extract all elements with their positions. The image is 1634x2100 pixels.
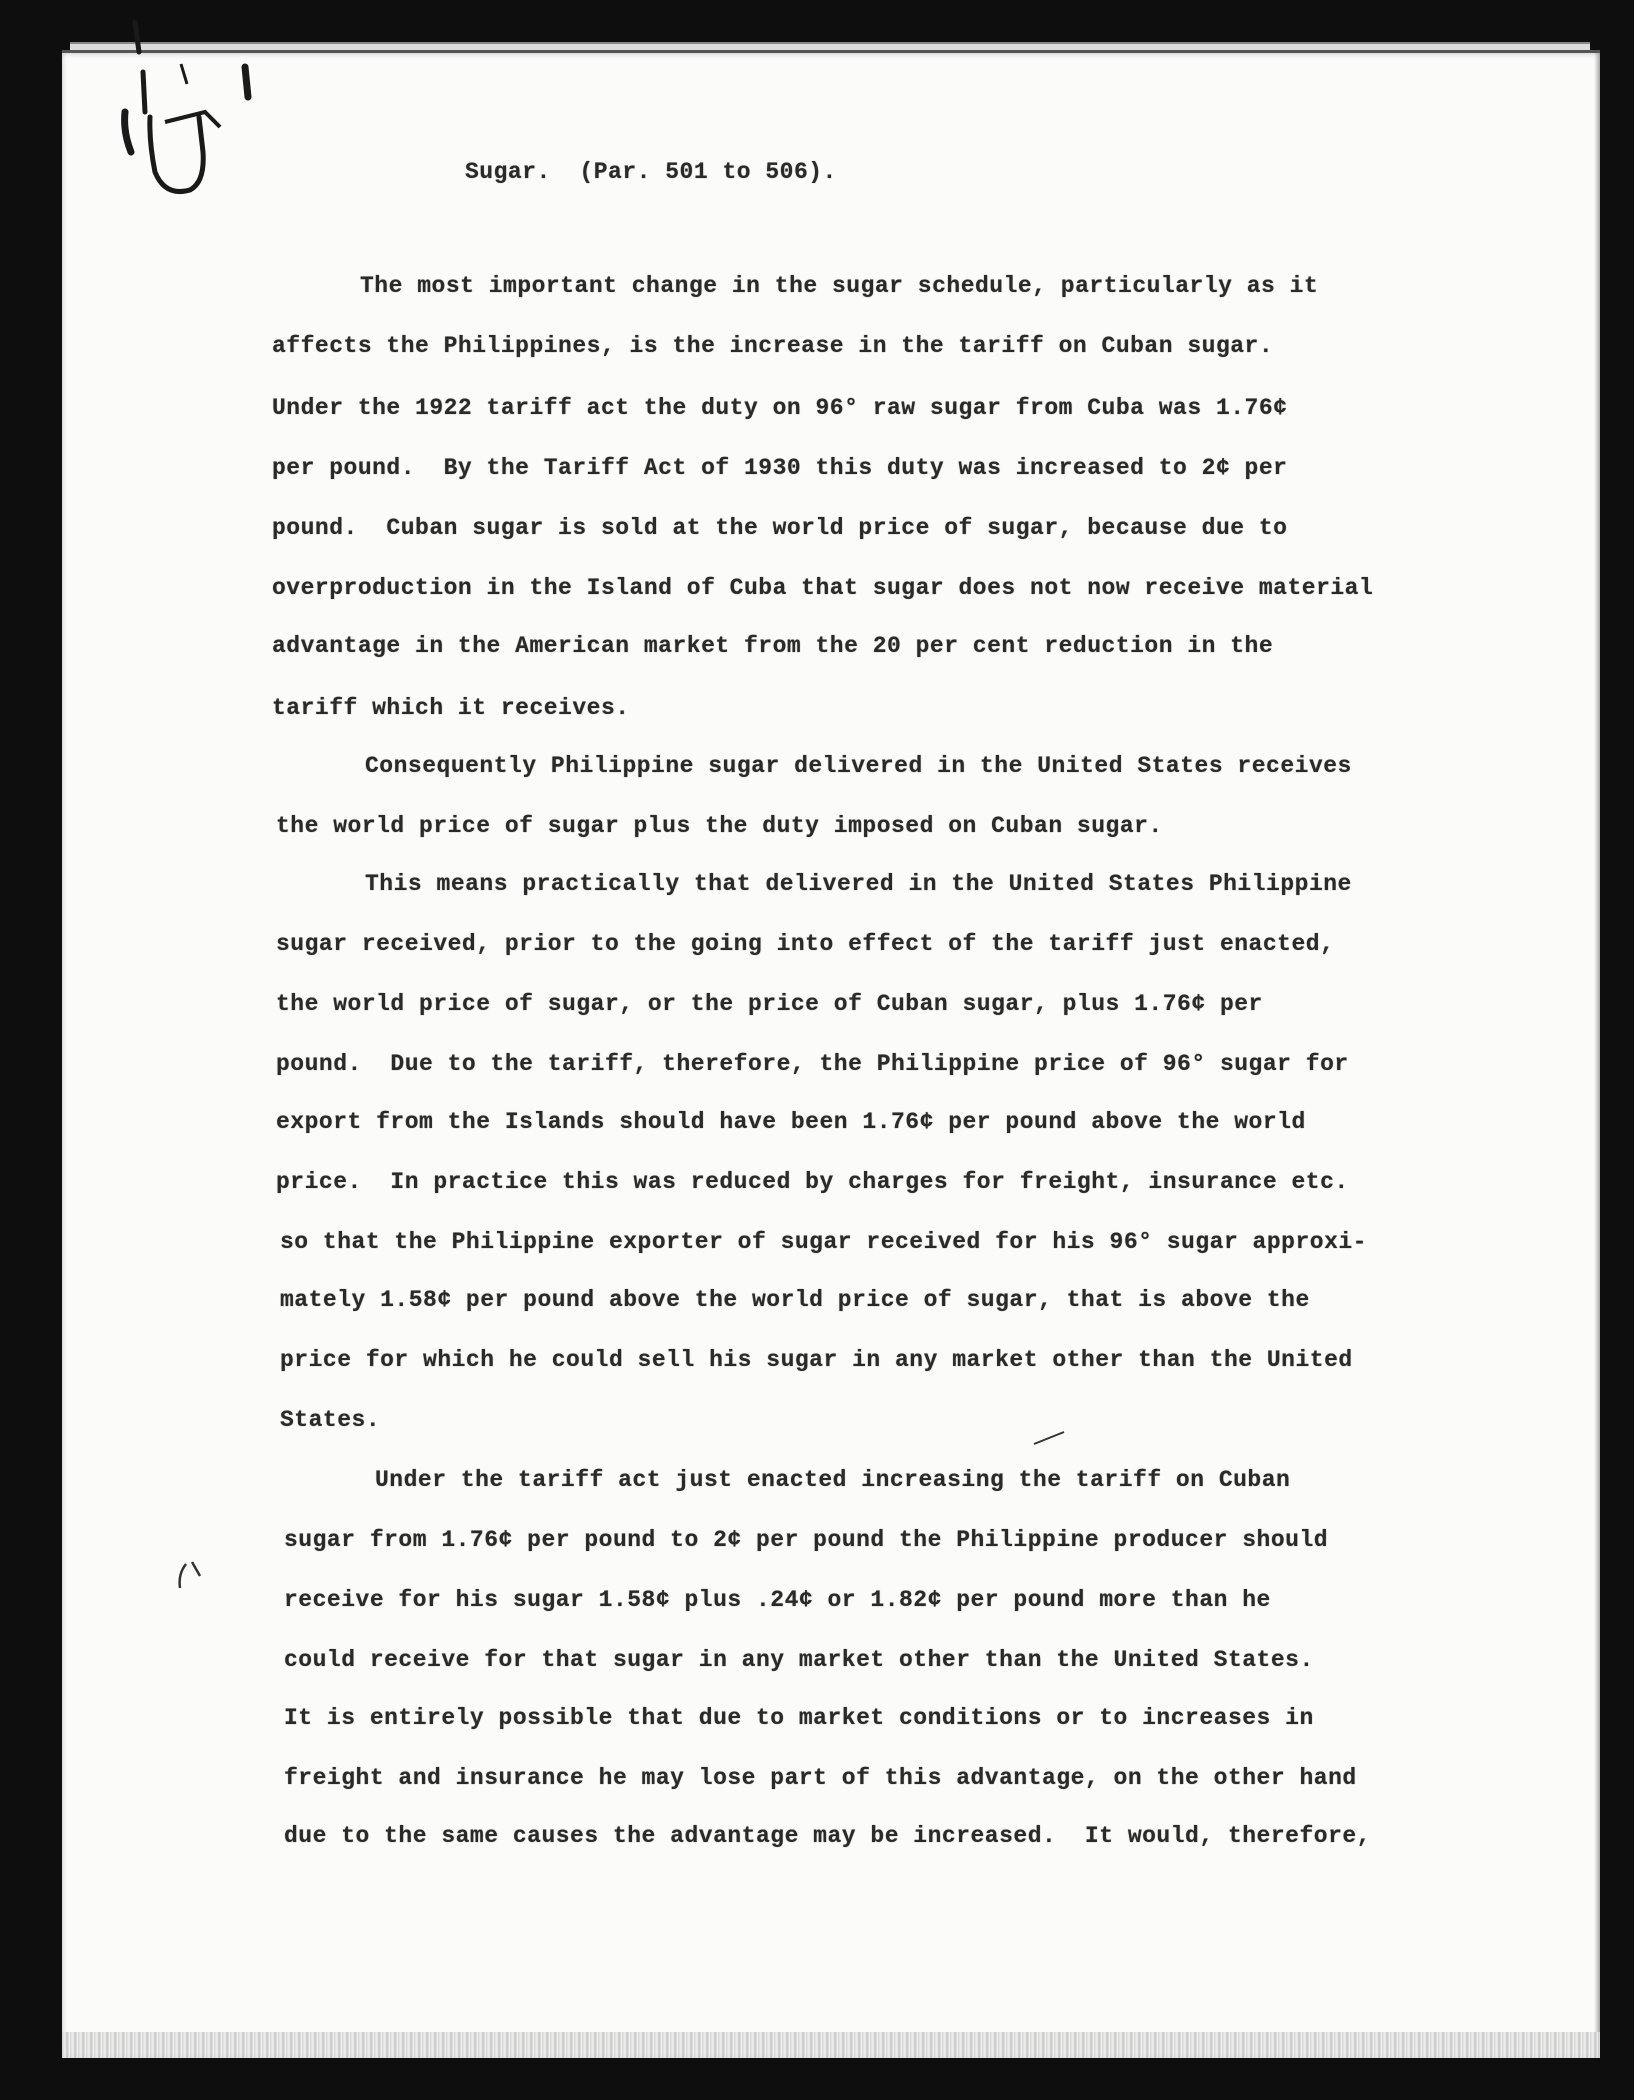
paragraph-1-line-4: per pound. By the Tariff Act of 1930 this duty was increased to 2¢ per xyxy=(272,455,1288,481)
paragraph-3-line-10: States. xyxy=(280,1407,381,1433)
paragraph-3-line-7: so that the Philippine exporter of sugar received for his 96° sugar approxi- xyxy=(280,1229,1367,1255)
paragraph-2-line-1: Consequently Philippine sugar delivered in the United States receives xyxy=(365,753,1352,779)
paragraph-4-line-5: It is entirely possible that due to market conditions or to increases in xyxy=(284,1705,1314,1731)
paragraph-3-line-1: This means practically that delivered in the United States Philippine xyxy=(365,871,1352,897)
pen-stroke-icon xyxy=(1030,1428,1070,1448)
paragraph-4-line-2: sugar from 1.76¢ per pound to 2¢ per pound the Philippine producer should xyxy=(284,1527,1329,1553)
paragraph-1-line-1: The most important change in the sugar schedule, particularly as it xyxy=(360,273,1319,299)
paragraph-4-line-3: receive for his sugar 1.58¢ plus .24¢ or 1.82¢ per pound more than he xyxy=(284,1587,1271,1613)
paragraph-1-line-7: advantage in the American market from the 20 per cent reduction in the xyxy=(272,633,1274,659)
paragraph-3-line-5: export from the Islands should have been 1.76¢ per pound above the world xyxy=(276,1109,1306,1135)
pen-mark-icon xyxy=(172,1556,212,1596)
paragraph-3-line-8: mately 1.58¢ per pound above the world price of sugar, that is above the xyxy=(280,1287,1310,1313)
paragraph-3-line-3: the world price of sugar, or the price of Cuban sugar, plus 1.76¢ per xyxy=(276,991,1263,1017)
paragraph-1-line-2: affects the Philippines, is the increase in the tariff on Cuban sugar. xyxy=(272,333,1274,359)
paragraph-2-line-2: the world price of sugar plus the duty imposed on Cuban sugar. xyxy=(276,813,1163,839)
staple-marks-icon xyxy=(95,12,255,212)
page-title: Sugar. (Par. 501 to 506). xyxy=(465,159,837,185)
paragraph-3-line-6: price. In practice this was reduced by charges for freight, insurance etc. xyxy=(276,1169,1349,1195)
paper-torn-edge xyxy=(62,2032,1600,2058)
paragraph-3-line-4: pound. Due to the tariff, therefore, the Philippine price of 96° sugar for xyxy=(276,1051,1349,1077)
paragraph-4-line-4: could receive for that sugar in any market other than the United States. xyxy=(284,1647,1314,1673)
paragraph-4-line-1: Under the tariff act just enacted increasing the tariff on Cuban xyxy=(375,1467,1291,1493)
paragraph-3-line-2: sugar received, prior to the going into effect of the tariff just enacted, xyxy=(276,931,1335,957)
paragraph-1-line-8: tariff which it receives. xyxy=(272,695,630,721)
paragraph-4-line-6: freight and insurance he may lose part of this advantage, on the other hand xyxy=(284,1765,1357,1791)
paragraph-1-line-3: Under the 1922 tariff act the duty on 96° raw sugar from Cuba was 1.76¢ xyxy=(272,395,1288,421)
paragraph-4-line-7: due to the same causes the advantage may be increased. It would, therefore, xyxy=(284,1823,1371,1849)
paragraph-1-line-5: pound. Cuban sugar is sold at the world price of sugar, because due to xyxy=(272,515,1288,541)
paragraph-3-line-9: price for which he could sell his sugar in any market other than the United xyxy=(280,1347,1353,1373)
paragraph-1-line-6: overproduction in the Island of Cuba that sugar does not now receive material xyxy=(272,575,1374,601)
paper-edge-shadow xyxy=(1594,53,1600,2058)
